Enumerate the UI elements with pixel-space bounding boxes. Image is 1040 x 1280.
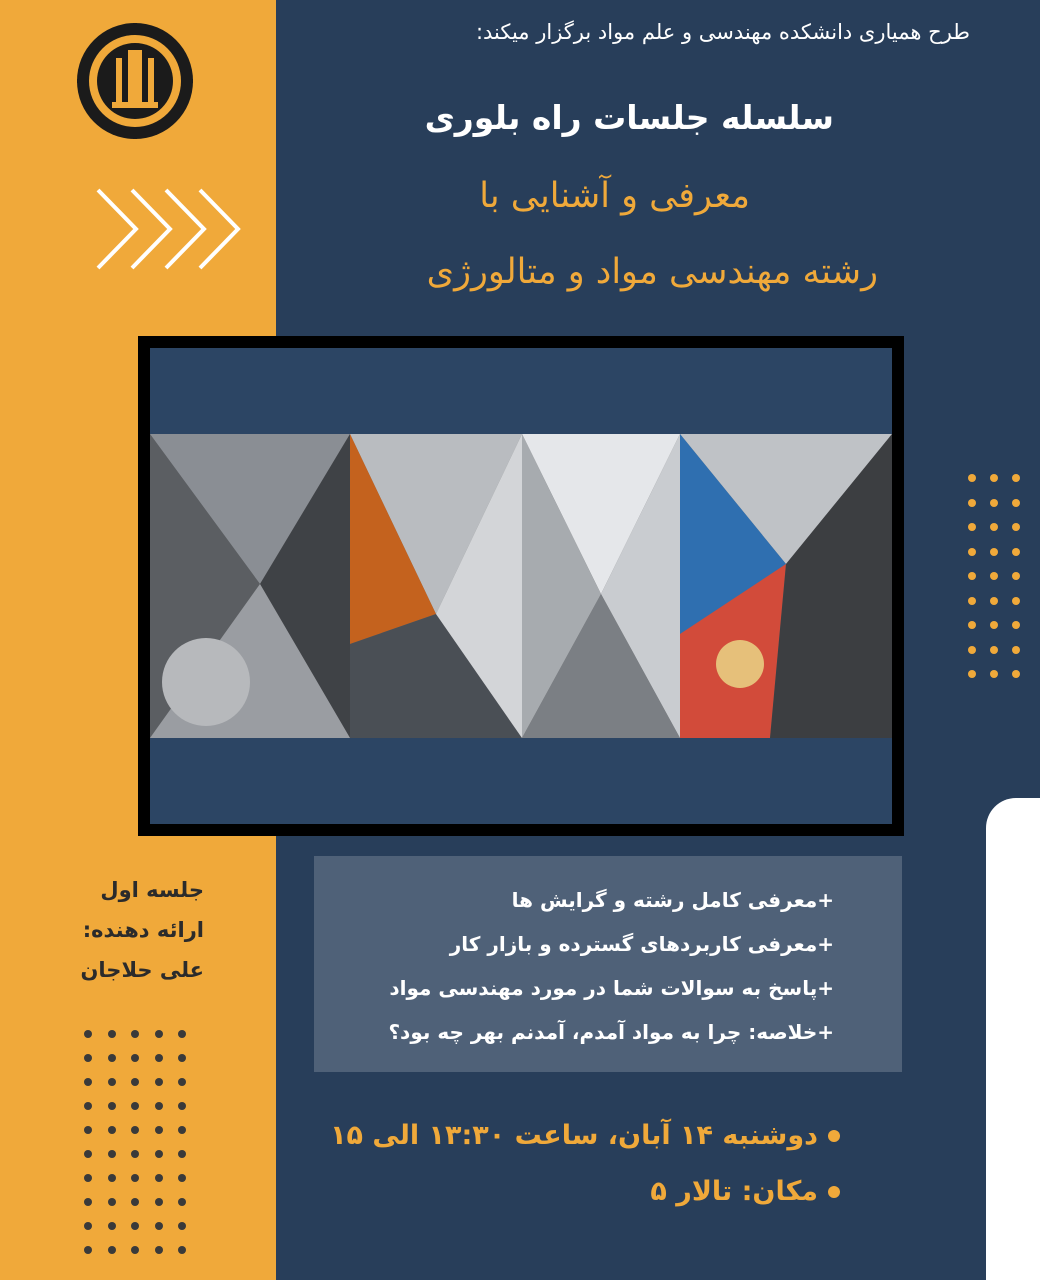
decorative-dot xyxy=(131,1126,139,1134)
decorative-dot xyxy=(968,523,976,531)
feature-item: +معرفی کامل رشته و گرایش ها xyxy=(511,888,834,912)
decorative-dot xyxy=(108,1198,116,1206)
decorative-dot xyxy=(968,597,976,605)
presenter-label: ارائه دهنده: xyxy=(82,918,204,942)
decorative-dot xyxy=(1012,670,1020,678)
decorative-dot xyxy=(968,474,976,482)
decorative-dot xyxy=(1012,646,1020,654)
organizer-line: طرح همیاری دانشکده مهندسی و علم مواد برگزار میکند: xyxy=(475,20,970,44)
decorative-dot xyxy=(84,1150,92,1158)
subtitle-line-1: معرفی و آشنایی با xyxy=(479,176,750,216)
decorative-dot xyxy=(131,1174,139,1182)
decorative-dot xyxy=(131,1150,139,1158)
event-location: مکان: تالار ۵ xyxy=(650,1176,818,1207)
decorative-dot xyxy=(131,1054,139,1062)
decorative-dot xyxy=(155,1030,163,1038)
decorative-dot xyxy=(990,670,998,678)
university-seal-icon xyxy=(76,22,194,140)
decorative-dot xyxy=(131,1102,139,1110)
decorative-dot xyxy=(84,1246,92,1254)
decorative-dot xyxy=(84,1078,92,1086)
decorative-dot xyxy=(968,670,976,678)
decorative-dot xyxy=(968,621,976,629)
decorative-dot xyxy=(131,1198,139,1206)
decorative-dot xyxy=(108,1246,116,1254)
lab-photo-collage xyxy=(150,434,892,738)
event-date-line xyxy=(260,1120,840,1151)
session-info xyxy=(40,870,204,990)
decorative-dot xyxy=(1012,523,1020,531)
event-date: دوشنبه ۱۴ آبان، ساعت ۱۳:۳۰ الی ۱۵ xyxy=(330,1120,818,1151)
decorative-dot xyxy=(84,1126,92,1134)
decorative-dot xyxy=(108,1222,116,1230)
decorative-dot xyxy=(968,548,976,556)
decorative-dot xyxy=(108,1126,116,1134)
decorative-dot xyxy=(178,1054,186,1062)
feature-item: +خلاصه: چرا به مواد آمدم، آمدنم بهر چه بود؟ xyxy=(388,1020,834,1044)
decorative-dot xyxy=(108,1150,116,1158)
decorative-dot xyxy=(968,572,976,580)
series-title: سلسله جلسات راه بلوری xyxy=(424,98,834,137)
decorative-dot xyxy=(178,1126,186,1134)
decorative-dot xyxy=(1012,621,1020,629)
decorative-dot xyxy=(131,1078,139,1086)
decorative-dot xyxy=(178,1198,186,1206)
feature-item: +معرفی کاربردهای گسترده و بازار کار xyxy=(449,932,834,956)
decorative-dot xyxy=(1012,499,1020,507)
decorative-dot xyxy=(178,1102,186,1110)
decorative-dot xyxy=(990,572,998,580)
decorative-dot xyxy=(990,499,998,507)
event-location-line xyxy=(260,1176,840,1207)
decorative-dot xyxy=(990,474,998,482)
decorative-dot xyxy=(84,1198,92,1206)
decorative-dot xyxy=(990,646,998,654)
decorative-dot xyxy=(155,1174,163,1182)
decorative-dot xyxy=(990,597,998,605)
decorative-dot xyxy=(155,1078,163,1086)
decorative-dot xyxy=(108,1174,116,1182)
decorative-dot xyxy=(108,1078,116,1086)
decorative-dot xyxy=(131,1246,139,1254)
decorative-dot xyxy=(155,1102,163,1110)
decorative-dot xyxy=(131,1030,139,1038)
features-box xyxy=(314,856,902,1072)
session-number: جلسه اول xyxy=(100,878,204,902)
decorative-dot xyxy=(155,1126,163,1134)
photo-inner xyxy=(150,348,892,824)
decorative-dot xyxy=(990,523,998,531)
decorative-dot xyxy=(1012,572,1020,580)
decorative-dot xyxy=(1012,548,1020,556)
decorative-dot xyxy=(155,1222,163,1230)
decorative-dot xyxy=(1012,474,1020,482)
decorative-dot xyxy=(178,1030,186,1038)
decorative-dot xyxy=(155,1054,163,1062)
decorative-dot xyxy=(108,1102,116,1110)
decorative-dot xyxy=(155,1150,163,1158)
decorative-dot xyxy=(84,1222,92,1230)
white-corner-tab xyxy=(986,798,1040,1280)
photo-frame xyxy=(138,336,904,836)
subtitle-line-2: رشته مهندسی مواد و متالورژی xyxy=(426,252,878,292)
decorative-dot xyxy=(178,1246,186,1254)
decorative-dot xyxy=(990,548,998,556)
presenter-name: علی حلاجان xyxy=(80,958,204,982)
decorative-dot xyxy=(131,1222,139,1230)
decorative-dot xyxy=(178,1078,186,1086)
decorative-dot xyxy=(968,646,976,654)
dot-icon xyxy=(828,1130,840,1142)
decorative-dots-right xyxy=(968,474,1034,700)
decorative-dot xyxy=(1012,597,1020,605)
decorative-dots-left xyxy=(84,1030,202,1260)
feature-item: +پاسخ به سوالات شما در مورد مهندسی مواد xyxy=(389,976,834,1000)
dot-icon xyxy=(828,1186,840,1198)
decorative-dot xyxy=(108,1030,116,1038)
decorative-dot xyxy=(968,499,976,507)
decorative-dot xyxy=(178,1174,186,1182)
decorative-dot xyxy=(84,1054,92,1062)
decorative-dot xyxy=(990,621,998,629)
decorative-dot xyxy=(84,1102,92,1110)
decorative-dot xyxy=(84,1030,92,1038)
decorative-dot xyxy=(178,1222,186,1230)
decorative-dot xyxy=(84,1174,92,1182)
decorative-dot xyxy=(155,1246,163,1254)
decorative-dot xyxy=(178,1150,186,1158)
decorative-dot xyxy=(155,1198,163,1206)
decorative-dot xyxy=(108,1054,116,1062)
chevron-right-icon xyxy=(96,188,246,270)
